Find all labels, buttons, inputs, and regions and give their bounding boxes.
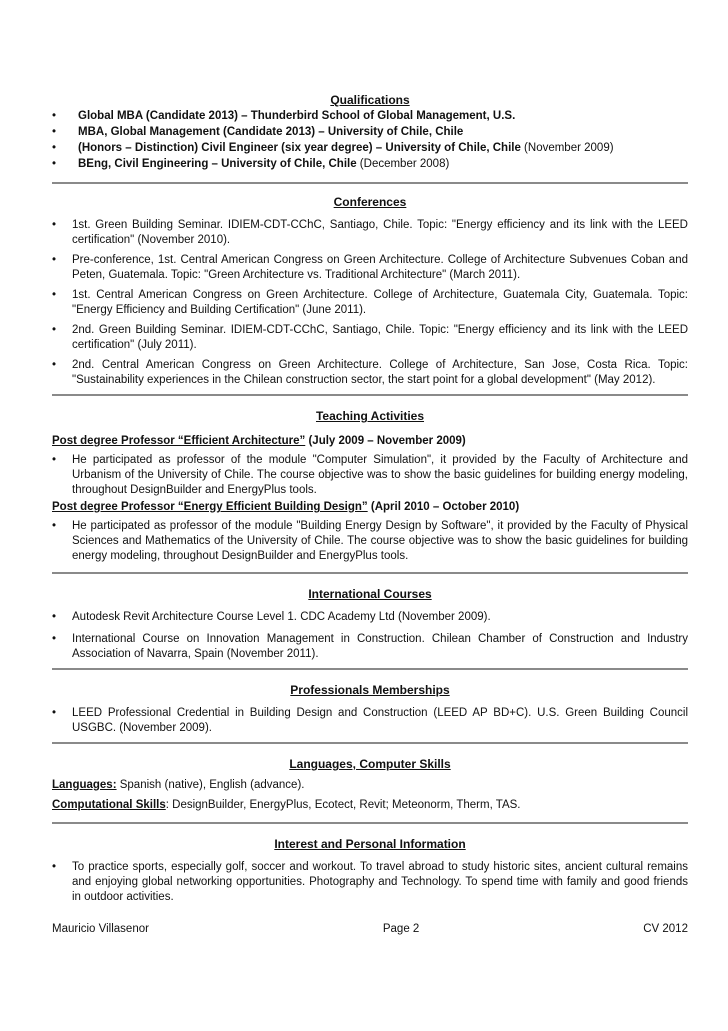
course-text: Autodesk Revit Architecture Course Level 1. CDC Academy Ltd (November 2009). xyxy=(72,611,491,623)
list-item xyxy=(52,358,688,388)
teaching-text: He participated as professor of the module "Computer Simulation", it provided by the Faculty of Architecture and Urbanism of the University of Chile. The course objective was to show the basic guidelines for building energy modeling, throughout DesignBuilder and EnergyPlus tools. xyxy=(72,454,688,496)
teaching-dates: (July 2009 – November 2009) xyxy=(305,435,466,447)
list-item xyxy=(52,140,688,156)
bullet: • xyxy=(52,359,57,371)
international-section xyxy=(52,586,688,662)
section-divider xyxy=(52,668,688,670)
section-divider xyxy=(52,182,688,184)
qualification-degree: (Honors – Distinction) Civil Engineer (six year degree) – University of Chile, Chile xyxy=(78,142,521,154)
list-item xyxy=(52,288,688,318)
bullet: • xyxy=(52,289,57,301)
bullet: • xyxy=(52,861,57,873)
list-item xyxy=(52,253,688,283)
list-item xyxy=(52,108,688,124)
bullet: • xyxy=(52,158,57,170)
teaching-heading xyxy=(52,434,688,449)
page-footer xyxy=(52,922,688,937)
bullet: • xyxy=(52,611,57,623)
list-item xyxy=(52,632,688,662)
teaching-heading xyxy=(52,500,688,515)
computational-label: Computational Skills xyxy=(52,799,166,811)
section-divider xyxy=(52,822,688,824)
qualification-date: (December 2008) xyxy=(356,158,450,170)
memberships-section xyxy=(52,682,688,736)
course-text: International Course on Innovation Management in Construction. Chilean Chamber of Construction and Industry Association of Navarra, Spain (November 2011). xyxy=(72,633,688,660)
bullet: • xyxy=(52,454,57,466)
bullet: • xyxy=(52,707,57,719)
languages-value: Spanish (native), English (advance). xyxy=(116,779,305,791)
section-divider xyxy=(52,394,688,396)
bullet: • xyxy=(52,254,57,266)
teaching-course: Post degree Professor “Efficient Architecture” xyxy=(52,435,306,447)
membership-text: LEED Professional Credential in Building Design and Construction (LEED AP BD+C). U.S. Green Building Council USGBC. (November 2009). xyxy=(72,707,688,734)
section-divider xyxy=(52,742,688,744)
interests-title: Interest and Personal Information xyxy=(274,837,466,851)
conference-text: 1st. Central American Congress on Green Architecture. College of Architecture, Guatemala City, Guatemala. Topic: "Energy Efficiency and Building Certification" (June 2011). xyxy=(72,289,688,316)
conferences-title: Conferences xyxy=(333,195,407,209)
teaching-course: Post degree Professor “Energy Efficient Building Design” xyxy=(52,501,368,513)
footer-doc-label: CV 2012 xyxy=(643,923,688,935)
teaching-title: Teaching Activities xyxy=(315,409,425,423)
skills-title: Languages, Computer Skills xyxy=(289,757,451,771)
conference-text: 2nd. Central American Congress on Green Architecture. College of Architecture, San Jose, Costa Rica. Topic: "Sustainability experiences in the Chilean construction sector, the start point for a global development" (May 2012). xyxy=(72,359,688,386)
bullet: • xyxy=(52,126,57,138)
interests-section xyxy=(52,836,688,905)
list-item xyxy=(52,610,688,625)
qualification-degree: BEng, Civil Engineering – University of Chile, Chile xyxy=(78,158,357,170)
computational-value: : DesignBuilder, EnergyPlus, Ecotect, Revit; Meteonorm, Therm, TAS. xyxy=(165,799,521,811)
qualification-date: (November 2009) xyxy=(520,142,614,154)
footer-author: Mauricio Villasenor xyxy=(52,923,149,935)
cv-page xyxy=(52,92,688,905)
bullet: • xyxy=(52,142,57,154)
teaching-text: He participated as professor of the module "Building Energy Design by Software", it provided by the Faculty of Physical Sciences and Mathematics of the University of Chile. The course objective was to show the basic guidelines for building energy modeling, throughout DesignBuilder and EnergyPlus tools. xyxy=(72,520,688,562)
memberships-title: Professionals Memberships xyxy=(290,683,450,697)
conference-text: 2nd. Green Building Seminar. IDIEM-CDT-CChC, Santiago, Chile. Topic: "Energy efficiency and its link with the LEED certification" (July 2011). xyxy=(72,324,688,351)
list-item xyxy=(52,519,688,564)
footer-page-number: Page 2 xyxy=(382,923,420,935)
conference-text: Pre-conference, 1st. Central American Congress on Green Architecture. College of Architecture Subvenues Coban and Peten, Guatemala. Topic: "Green Architecture vs. Traditional Architecture" (March 2011). xyxy=(72,254,688,281)
list-item xyxy=(52,706,688,736)
skills-section xyxy=(52,756,688,813)
list-item xyxy=(52,860,688,905)
interest-text: To practice sports, especially golf, soccer and workout. To travel abroad to study historic sites, ancient cultural remains and enjoying global networking opportunities. Photography and Technology. To spend time with family and good friends in outdoor activities. xyxy=(72,861,688,903)
list-item xyxy=(52,218,688,248)
list-item xyxy=(52,323,688,353)
international-title: International Courses xyxy=(308,587,432,601)
list-item xyxy=(52,453,688,498)
bullet: • xyxy=(52,324,57,336)
conferences-section xyxy=(52,194,688,388)
languages-line xyxy=(52,778,688,793)
teaching-dates: (April 2010 – October 2010) xyxy=(367,501,520,513)
bullet: • xyxy=(52,219,57,231)
qualifications-title: Qualifications xyxy=(330,93,410,107)
bullet: • xyxy=(52,633,57,645)
bullet: • xyxy=(52,110,57,122)
computational-line xyxy=(52,798,688,813)
languages-label: Languages: xyxy=(52,779,117,791)
list-item xyxy=(52,124,688,140)
section-divider xyxy=(52,572,688,574)
bullet: • xyxy=(52,520,57,532)
teaching-section xyxy=(52,408,688,564)
qualification-degree: Global MBA (Candidate 2013) – Thunderbird School of Global Management, U.S. xyxy=(78,110,516,122)
qualification-degree: MBA, Global Management (Candidate 2013) – University of Chile, Chile xyxy=(78,126,464,138)
qualifications-section xyxy=(52,92,688,172)
conference-text: 1st. Green Building Seminar. IDIEM-CDT-CChC, Santiago, Chile. Topic: "Energy efficiency and its link with the LEED certification" (November 2010). xyxy=(72,219,688,246)
list-item xyxy=(52,156,688,172)
